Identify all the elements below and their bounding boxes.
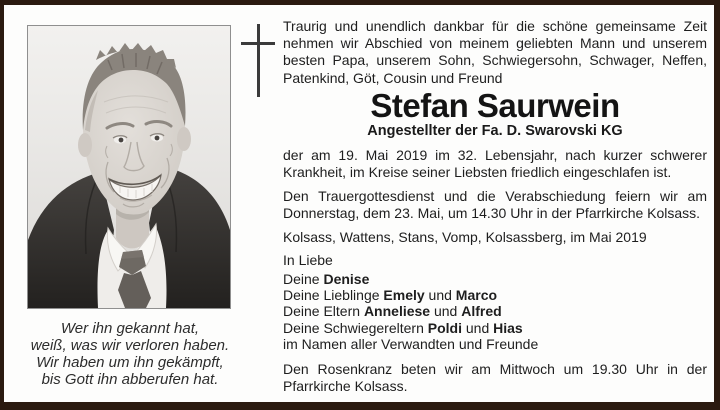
- mourner-name: Anneliese: [363, 303, 431, 320]
- mourner-name: Marco: [455, 287, 498, 304]
- death-notice: der am 19. Mai 2019 im 32. Lebensjahr, nach kurzer schwerer Krankheit, im Kreise seiner Liebsten friedlich eingeschlafen ist.: [283, 146, 707, 181]
- mourner-name: Alfred: [461, 303, 502, 320]
- quote-line: bis Gott ihn abberufen hat.: [41, 371, 219, 388]
- service-info: Den Trauergottesdienst und die Verabschiedung feiern wir am Donnerstag, dem 23. Mai, um 14.30 Uhr in der Pfarrkirche Kolsass.: [283, 188, 707, 222]
- obituary-card: [4, 5, 714, 402]
- deceased-name: Stefan Saurwein: [370, 86, 620, 124]
- mourner-part: Deine Eltern: [283, 303, 364, 320]
- mourner-part: und: [424, 287, 456, 304]
- mourner-line: [283, 336, 707, 352]
- rosary-info: Den Rosenkranz beten wir am Mittwoch um 19.30 Uhr in der Pfarrkirche Kolsass.: [283, 360, 707, 394]
- occupation-line: Angestellter der Fa. D. Swarovski KG: [367, 122, 623, 139]
- quote-line: Wer ihn gekannt hat,: [60, 320, 200, 337]
- mourner-part: Deine: [283, 270, 324, 287]
- notice-text-column: [283, 18, 707, 395]
- mourner-line: [283, 320, 707, 336]
- mourner-line: [283, 271, 707, 287]
- mourner-part: und: [430, 303, 462, 320]
- mourner-name: Emely: [383, 287, 425, 304]
- mourner-name: Hias: [493, 319, 523, 336]
- portrait-photo: [27, 25, 231, 309]
- mourner-part: und: [461, 319, 494, 336]
- mourner-name: Denise: [323, 270, 370, 287]
- cross-vertical-bar: [257, 24, 260, 97]
- mourner-part: im Namen aller Verwandten und Freunde: [283, 336, 539, 353]
- mourner-line: [283, 287, 707, 303]
- places-date-line: Kolsass, Wattens, Stans, Vomp, Kolsassberg, im Mai 2019: [283, 228, 647, 245]
- mourner-part: Deine Schwiegereltern: [283, 319, 428, 336]
- mourner-part: Deine Lieblinge: [283, 287, 384, 304]
- intro-text: Traurig und unendlich dankbar für die schöne gemeinsame Zeit nehmen wir Abschied von meinem geliebten Mann und unserem besten Papa, unserem Sohn, Schwiegersohn, Schwager, Neffen, Patenkind, Göt, Cousin und Freund: [283, 18, 707, 86]
- cross-horizontal-bar: [241, 42, 275, 45]
- portrait-image: [28, 26, 230, 308]
- mourner-name: Poldi: [427, 319, 462, 336]
- mourners-list: [283, 271, 707, 353]
- quote-line: Wir haben um ihn gekämpft,: [36, 354, 224, 371]
- farewell-line: In Liebe: [283, 251, 333, 268]
- mourner-line: [283, 303, 707, 319]
- memorial-quote: [10, 320, 250, 388]
- quote-line: weiß, was wir verloren haben.: [30, 337, 230, 354]
